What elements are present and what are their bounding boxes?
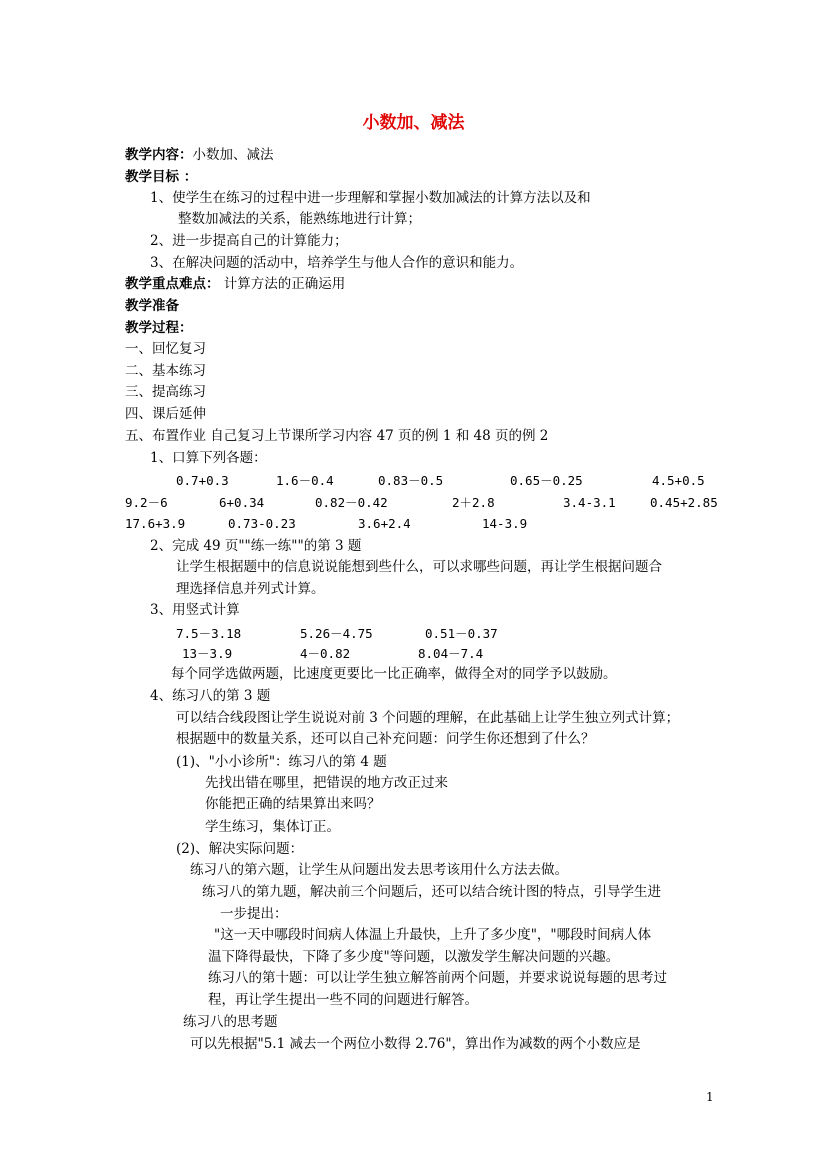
- goal-1-cont: 整数加减法的关系，能熟练地进行计算；: [178, 211, 421, 227]
- q1-label: 1、口算下列各题：: [150, 450, 267, 466]
- goal-3: 3、在解决问题的活动中，培养学生与他人合作的意识和能力。: [150, 255, 524, 271]
- q4-label: 4、练习八的第 3 题: [150, 688, 271, 704]
- q4-sub1-label: (1)、"小小诊所"：练习八的第 4 题: [176, 754, 387, 770]
- content-label: 教学内容：: [125, 147, 193, 163]
- content-text: 小数加、减法: [192, 147, 274, 163]
- q3-item: 7.5－3.18: [176, 626, 242, 641]
- process-heading: 教学过程：: [125, 320, 193, 336]
- q4-line: 可以结合线段图让学生说说对前 3 个问题的理解，在此基础上让学生独立列式计算；: [176, 710, 680, 726]
- goal-2: 2、进一步提高自己的计算能力；: [150, 233, 348, 249]
- q3-item: 5.26－4.75: [300, 626, 373, 641]
- q1-item: 4.5+0.5: [652, 473, 705, 488]
- q4-sub2-line: 练习八的第六题，让学生从问题出发去思考该用什么方法去做。: [190, 862, 568, 878]
- q4-sub2-line: 一步提出：: [220, 906, 288, 922]
- keypoints-line: [125, 275, 345, 293]
- q1-item: 0.7+0.3: [176, 473, 229, 488]
- q1-item: 2＋2.8: [452, 495, 495, 510]
- q3-item: 8.04－7.4: [418, 646, 484, 661]
- section-5: 五、布置作业 自己复习上节课所学习内容 47 页的例 1 和 48 页的例 2: [125, 428, 549, 444]
- q1-item: 14-3.9: [482, 516, 528, 531]
- q4-sub2-line: "这一天中哪段时间病人体温上升最快，上升了多少度"，"哪段时间病人体: [214, 927, 652, 943]
- q2-line: 理选择信息并列式计算。: [176, 581, 325, 597]
- q3-item: 0.51－0.37: [425, 626, 498, 641]
- q4-think-line: 可以先根据"5.1 减去一个两位小数得 2.76"，算出作为减数的两个小数应是: [190, 1036, 641, 1052]
- section-1: 一、回忆复习: [125, 341, 206, 357]
- q1-item: 6+0.34: [219, 495, 265, 510]
- section-2: 二、基本练习: [125, 363, 206, 379]
- goals-label: 教学目标 ：: [125, 169, 198, 185]
- q4-line: 根据题中的数量关系，还可以自己补充问题：问学生你还想到了什么？: [176, 731, 595, 747]
- q4-sub2-line: 练习八的第十题：可以让学生独立解答前两个问题，并要求说说每题的思考过: [208, 970, 667, 986]
- q1-item: 0.82－0.42: [315, 495, 388, 510]
- q1-item: 0.83－0.5: [378, 473, 444, 488]
- section-3: 三、提高练习: [125, 384, 206, 400]
- q1-item: 0.45+2.85: [650, 495, 718, 510]
- q1-item: 3.6+2.4: [358, 516, 411, 531]
- goal-1: 1、使学生在练习的过程中进一步理解和掌握小数加减法的计算方法以及和: [150, 190, 591, 206]
- q4-think-label: 练习八的思考题: [183, 1014, 278, 1030]
- content-line: [125, 146, 274, 164]
- q3-item: 13－3.9: [182, 646, 233, 661]
- q4-sub2-label: (2)、解决实际问题：: [176, 841, 304, 857]
- page-title: 小数加、减法: [362, 113, 465, 133]
- keypoints-label: 教学重点难点：: [125, 276, 220, 292]
- q1-item: 0.73-0.23: [228, 516, 296, 531]
- section-4: 四、课后延伸: [125, 406, 206, 422]
- q4-sub2-line: 练习八的第九题，解决前三个问题后，还可以结合统计图的特点，引导学生进: [202, 884, 661, 900]
- q1-item: 9.2－6: [125, 495, 168, 510]
- q2-line: 让学生根据题中的信息说说能想到些什么，可以求哪些问题，再让学生根据问题合: [176, 559, 662, 575]
- q2-label: 2、完成 49 页""练一练""的第 3 题: [150, 538, 362, 554]
- q4-sub1-line: 学生练习，集体订正。: [205, 819, 340, 835]
- q1-item: 3.4-3.1: [563, 495, 616, 510]
- q3-note: 每个同学选做两题，比速度更要比一比正确率，做得全对的同学予以鼓励。: [171, 666, 617, 682]
- keypoints-text: 计算方法的正确运用: [219, 276, 346, 292]
- q1-item: 17.6+3.9: [125, 516, 186, 531]
- q1-item: 0.65－0.25: [510, 473, 583, 488]
- q4-sub1-line: 你能把正确的结果算出来吗？: [205, 796, 381, 812]
- q1-item: 1.6－0.4: [276, 473, 334, 488]
- prep-heading: 教学准备: [125, 298, 179, 314]
- page-number: 1: [706, 1090, 714, 1104]
- q4-sub2-line: 温下降得最快，下降了多少度"等问题，以激发学生解决问题的兴趣。: [208, 949, 620, 965]
- q4-sub1-line: 先找出错在哪里，把错误的地方改正过来: [205, 775, 448, 791]
- q3-label: 3、用竖式计算: [150, 602, 240, 618]
- q4-sub2-line: 程，再让学生提出一些不同的问题进行解答。: [208, 992, 478, 1008]
- q3-item: 4－0.82: [300, 646, 351, 661]
